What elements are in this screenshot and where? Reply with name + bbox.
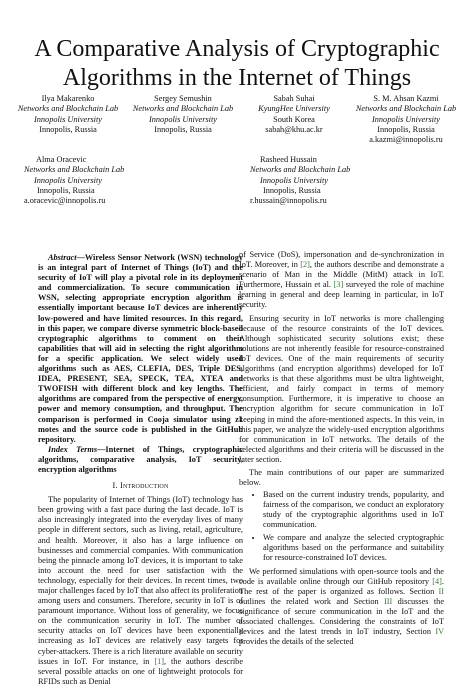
author-block-6 — [250, 155, 360, 206]
author-org: KyungHee University — [258, 104, 330, 114]
right-column — [239, 250, 444, 648]
abstract — [38, 253, 243, 445]
citation-link[interactable]: [4] — [432, 576, 442, 586]
author-lab: Networks and Blockchain Lab — [132, 104, 234, 114]
author-lab: Networks and Blockchain Lab — [250, 165, 351, 175]
author-city: Innopolis, Russia — [377, 124, 435, 134]
index-terms — [38, 445, 243, 475]
list-item: • Based on the current industry trends, popularity, and fairness of the comparison, we conduct an exploratory study of the cryptographic algorithms used in IoT communication. — [263, 490, 444, 530]
author-lab: Networks and Blockchain Lab — [24, 165, 125, 175]
index-terms-lead: Index Terms — [48, 444, 98, 454]
author-org: Innopolis University — [372, 114, 440, 124]
paragraph-text: surveyed the role of machine learning in general and deep learning in particular, in IoT security. — [239, 280, 444, 310]
author-name: Rasheed Hussain — [260, 155, 317, 164]
contributions-list — [239, 490, 444, 563]
contributions-intro: The main contributions of our paper are summarized below. — [239, 467, 444, 488]
section-heading-introduction: I. Introduction — [112, 481, 169, 491]
author-block-2 — [129, 94, 237, 135]
title-line-1: A Comparative Analysis of Cryptographic — [34, 36, 440, 62]
introduction-paragraph-1 — [38, 495, 243, 687]
paragraph-text: provides the details of the selected — [239, 637, 354, 647]
abstract-text: —Wireless Sensor Network (WSN) technology is an integral part of Internet of Things (IoT) and the security of IoT will play a pivotal role in its deployment and commercialization. To secure communication in WSN, selecting appropriate encryption algorithm is essentially important because IoT devices are inherently low-powered and have limited resources. In this regard, in this paper, we compare diverse symmetric block-based cryptographic algorithms to comment on their capabilities that will aid in selecting the right algorithm for a specific application. We select widely used algorithms such as AES, CLEFIA, DES, Triple DES, IDEA, PRESENT, SEA, SPECK, TEA, XTEA and TWOFISH with different block and key lengths. The algorithms are compared from the perspective of energy, power and memory consumption, and throughput. The comparison is performed in Cooja simulator using z1 motes and the source code is published in the GitHub repository. — [38, 253, 243, 444]
author-email: a.oracevic@innopolis.ru — [24, 196, 106, 206]
author-block-3 — [244, 94, 344, 135]
abstract-lead: Abstract — [48, 253, 77, 262]
paragraph-text: . The rest of the paper is organized as follows. Section — [239, 576, 444, 596]
author-city: Innopolis, Russia — [37, 185, 95, 195]
author-city: South Korea — [273, 114, 315, 124]
section-link[interactable]: III — [383, 597, 393, 607]
author-lab: Networks and Blockchain Lab — [17, 104, 119, 114]
author-email: r.hussain@innopolis.ru — [250, 196, 327, 206]
security-paragraph: Ensuring security in IoT networks is more challenging because of the resource constraints of the IoT devices. Although sophisticated security solutions exist; these solutions are not inherently feasible for resource-constrained IoT devices. One of the main requirements of security algorithms (and encryption algorithms) developed for IoT networks is that these algorithms must be ultra lightweight, efficient, and fairly compact in terms of memory consumption. Furthermore, it is imperative to choose an encryption algorithm for secure communication in IoT keeping in mind the afore-mentioned aspects. In this vein, in this paper, we analyze the widely-used encryption algorithms for communication in IoT networks. The details of the selected algorithms and their criteria will be discussed in the later section. — [239, 313, 444, 464]
author-name: Sergey Semushin — [154, 94, 212, 103]
author-block-5 — [24, 155, 134, 206]
list-item: • We compare and analyze the selected cryptographic algorithms based on the performance and suitability for resource-constrained IoT devices. — [263, 533, 444, 563]
author-block-1 — [14, 94, 122, 135]
author-city: Innopolis, Russia — [263, 185, 321, 195]
author-name: Ilya Makarenko — [41, 94, 95, 103]
paper-title — [0, 35, 474, 93]
paragraph-text: discusses the significance of secure communication in the IoT and the associated challenges. Considering the constraints of IoT devices and the latest trends in IoT industry, Section — [239, 597, 445, 637]
title-line-2: Algorithms in the Internet of Things — [62, 65, 412, 91]
paragraph-text: , the authors describe and demonstrate a scenario of Man in the Middle (MitM) attack in IoT. Furthermore, Hussain et al. — [239, 260, 445, 290]
author-org: Innopolis University — [149, 114, 217, 124]
organization-paragraph — [239, 567, 444, 648]
author-city: Innopolis, Russia — [39, 124, 97, 134]
section-link[interactable]: IV — [435, 627, 444, 637]
continued-paragraph — [239, 250, 444, 311]
paragraph-text: of Service (DoS), impersonation and de-synchronization in IoT. Moreover, in — [239, 250, 444, 270]
author-name: Sabah Suhai — [273, 94, 315, 103]
author-city: Innopolis, Russia — [154, 124, 212, 134]
author-name: S. M. Ahsan Kazmi — [373, 94, 439, 103]
author-email: a.kazmi@innopolis.ru — [369, 135, 443, 145]
index-terms-text: —Internet of Things, cryptographic algorithms, comparative analysis, IoT security, encryption algorithms — [38, 444, 243, 474]
intro-text: The popularity of Internet of Things (IoT) technology has been growing with a fast pace during the last decade. IoT is also increasingly integrated into the everyday lives of many people in different sectors, such as living, retail, agriculture, and health. Moreover, it also has a large influence on businesses and commercial companies. With communication being the pinnacle among IoT devices, it is important to take into account the need for user satisfaction with the technology, especially for their devices. In recent times, two major challenges faced by IoT that also affect its proliferation among users and consumers. Therefore, security in IoT is of paramount importance. Without loss of generality, we focus on the communication security in IoT. The number of security attacks on IoT devices have been exponentially increasing as IoT devices are relatively easy targets for cyber-attackers. There is a rich literature available on security issues in IoT. For instance, in — [38, 495, 243, 666]
section-link[interactable]: II — [438, 587, 444, 596]
left-column — [38, 253, 243, 687]
paragraph-text: We performed simulations with open-source tools and the code is available online through our GitHub repository — [239, 566, 444, 586]
author-org: Innopolis University — [34, 175, 102, 185]
citation-link[interactable]: [2] — [300, 260, 310, 270]
author-name: Alma Oracevic — [36, 155, 87, 164]
citation-link[interactable]: [1] — [154, 656, 165, 666]
author-lab: Networks and Blockchain Lab — [355, 104, 457, 114]
author-org: Innopolis University — [34, 114, 102, 124]
author-email: sabah@khu.ac.kr — [265, 124, 323, 134]
intro-text-end: , the authors describe several possible attacks on one of lightweight protocols for RFIDs such as Denial — [38, 656, 243, 686]
author-org: Innopolis University — [260, 175, 328, 185]
author-block-4 — [348, 94, 464, 145]
citation-link[interactable]: [3] — [333, 280, 344, 290]
paragraph-text: outlines the related work and Section — [239, 597, 379, 607]
